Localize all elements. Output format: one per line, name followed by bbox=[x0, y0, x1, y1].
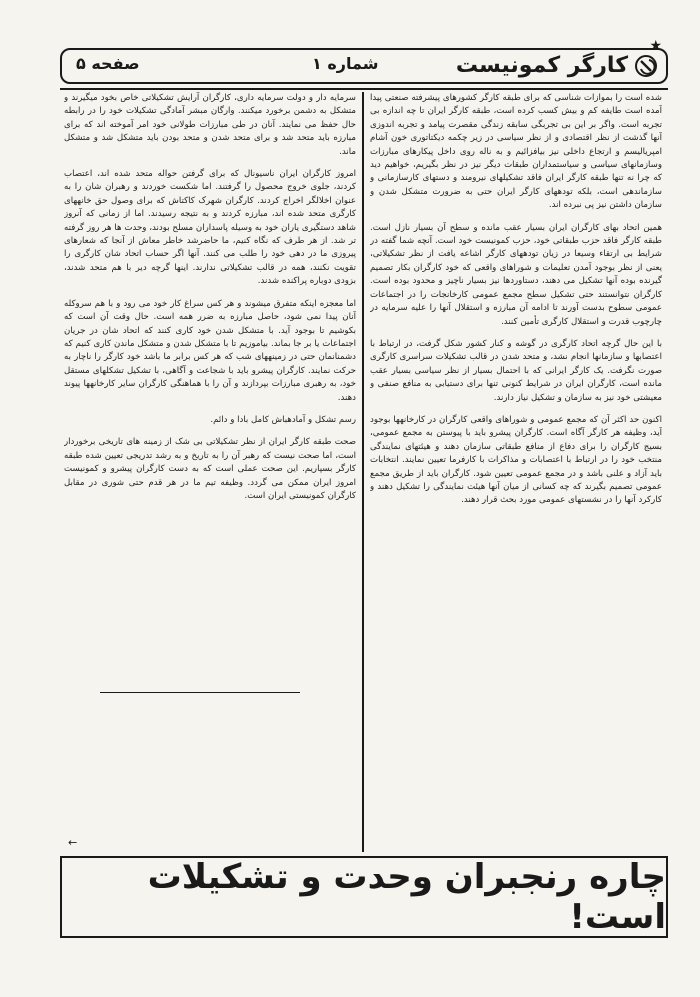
section-rule bbox=[100, 692, 300, 693]
masthead-title: کارگر کمونیست bbox=[455, 52, 628, 78]
page-header bbox=[60, 38, 668, 84]
slogan-banner bbox=[60, 856, 668, 938]
column-divider bbox=[362, 92, 364, 852]
end-mark-icon: ← bbox=[68, 836, 78, 849]
paragraph: شده است را بموازات شناسی که برای طبقه کارگر کشورهای پیشرفته صنعتی پیدا آمده است طایفه کم و بیش کسب کرده است، طبقه کارگر ایران تا چه اندازه بی تجربه است. واگر بر این بی تجربگی سابقه زندگی مقصرت پیامد و تجربه اندوزی آنها گذشت از نظر اقتصادی و از نظر سیاسی در زیر چکمه دیکتاتوری خون آشام امپریالیسم و ارتجاع داخلی نیز بیافزائیم و به ناله روی داخل پیکارهای مبارزات وسازمانهای سیاسی و سیاستمداران طبقات دیگر نیز در نظر بگیریم، خواهیم دید که چرا نه تنها طبقه کارگر ایران فاقد تشکیلهای نیرومند و دستهای کارسازمانی و سازماندهی است، بلکه تودههای کارگر ایران حتی به ضرورت متشکل شدن و سازمان داشتن نیز پی نبرده اند. bbox=[370, 93, 662, 211]
paragraph: اما معجزه اینکه متفرق میشوند و هر کس سراغ کار خود می رود و با هم سروکله آنان پیدا نمی شود، حاصل مبارزه به ضرر همه است. حال وقت آن است که بکوشیم تا بوجود آید. با متشکل شدن خود کاری کنند که اتحاد شان در جریان اجتماعات یا بر جا بماند. بیاموزیم تا با متشکل شدن و متشکل ماندن کاری کنیم که دشمنانمان حتی در زمینههای شب که هر کس برابر ما باشد خود کارگر را ناچار به حرکت نمایند. کارگران پیشرو باید با شجاعت و آگاهی، با تشکیل تشکلهای مستقل خود، به رهبری مبارزات بپردازند و آن را با هماهنگی کارگران سایر کارخانهها پیوند دهند. bbox=[64, 298, 356, 403]
paragraph: با این حال گرچه اتحاد کارگری در گوشه و کنار کشور شکل گرفت، در ارتباط با اعتصابها و سازمانها انجام نشد، و متحد شدن در قالب تشکیلات سراسری کارگری صورت نگرفت. یک کارگر ایرانی که با احتمال بسیار از نظر سیاسی بسیار عقب مانده است، کارگران ایران در شرایط کنونی تنها برای دستیابی به منافع صنفی و معیشتی خود نیز به سازمان و تشکیل نیاز دارند. bbox=[370, 338, 662, 403]
star-icon: ★ bbox=[649, 38, 662, 54]
issue-number: شماره ۱ bbox=[312, 54, 379, 73]
hammer-sickle-icon bbox=[634, 52, 658, 78]
header-rule bbox=[60, 88, 668, 90]
paragraph: همین اتحاد بهای کارگران ایران بسیار عقب مانده و سطح آن بسیار نازل است. طبقه کارگر فاقد حزب طبقاتی خود، حزب کمونیست خود است. آنچه شما گفته در شرایط بی ارتقاء وسیعا در زیان تودههای کارگر اشاعه یافت از نظر تشکیلاتی، یعنی از نظر بوجود آمدن تعلیمات و شوراهای واقعی که خود کارگران بکار تصمیم گیرنده بوده آنها تشکیل می دهند، دستاوردها نیز بسیار ناچیز و محدود بوده است. کارگران نتوانستند حتی تشکیل سطح مجمع عمومی کارخانجات را در اجتماعات عمومی سطوح بدست آورند تا ادامه آن مبارزه و استقلال آنها را علیه سرمایه در چارچوب قدرت و استقلال کارگری تأمین کنند. bbox=[370, 222, 662, 327]
paragraph: صحت طبقه کارگر ایران از نظر تشکیلاتی بی شک از زمینه های تاریخی برخوردار است، اما صحت نیست که رهبر آن را به تاریخ و به رشد تدریجی تعیین شده طبقه کارگر بسپاریم. این صحت عملی است که به دست کارگران پیشرو و کمونیست امروز ایران ممکن می گردد. وظیفه تیم ما در هر قدم حتی شوری در مقابل کارگران کمونیستی ایران است. bbox=[64, 437, 356, 501]
paragraph: اکنون حد اکثر آن که مجمع عمومی و شوراهای واقعی کارگران در کارخانهها بوجود آید، وظیفه هر کارگر آگاه است. کارگران پیشرو باید با پیوستن به مجمع عمومی، بسیج کارگران را برای دفاع از منافع طبقاتی سازمان دهند و هیئتهای نمایندگی منتخب خود را در ارتباط با اعتصابات و مذاکرات با کارفرما تعیین نمایند. انتخابات باید آزاد و علنی باشد و در مجمع عمومی تعیین شود. کارگران باید از طریق مجمع عمومی تصمیم بگیرند که چه کسانی از میان آنها هیئت نمایندگی را تشکیل دهند و کارکرد آنها را در نشستهای عمومی مورد بحث قرار دهند. bbox=[370, 414, 662, 506]
paragraph: رسم تشکل و آمادهباش کامل بادا و دائم. bbox=[210, 414, 356, 425]
paragraph: سرمایه دار و دولت سرمایه داری، کارگران آرایش تشکیلاتی خاص بخود میگیرند و متشکل به دشمن برخورد میکنند. وارگان مبشر آمادگی تشکیلات خود را در رابطه حال حفظ می نمایند. آنان در طی مبارزات طولانی خود امر آموخته اند که برای مبارزه باید متحد شد و برای متحد شدن و متحد بودن باید متشکل شد و متشکل ماند. bbox=[64, 93, 356, 157]
paragraph: امروز کارگران ایران ناسیونال که برای گرفتن حواله متحد شده اند، اعتصاب کردند، جلوی خروج محصول را گرفتند. اما شکست خوردند و رهبران شان را به عنوان اخلالگر اخراج کردند. کارگران شهرک کاکتاش که برای وصول حق خانههای کارگری متحد شده اند، مبارزه کردند و به نتیجه رسیدند. اما از زمانی که آنروز شاهد دستگیری یاران خود به وسیله پاسداران مسلح بودند، وحدت ها هر روز گرفته تر شد. از هر طرف که نگاه کنیم، ما حاضرشد خاطر معاش از آنجا که شعارهای پیروزی ما در دهی خود را طلب می کنند. آنها اگر حساب اتحاد شان کارگری را تقویت نکنند، همه در قالب تشکیلاتی ندارند. اینها گرچه دیر با هم متحد شدند، بزودی دوباره پراکنده شدند. bbox=[64, 169, 356, 287]
left-column bbox=[64, 92, 356, 852]
slogan-text: چاره رنجبران وحدت و تشکیلات است! bbox=[147, 857, 666, 937]
right-column bbox=[370, 92, 662, 852]
masthead bbox=[455, 38, 662, 78]
page-number: صفحه ۵ bbox=[76, 54, 140, 73]
